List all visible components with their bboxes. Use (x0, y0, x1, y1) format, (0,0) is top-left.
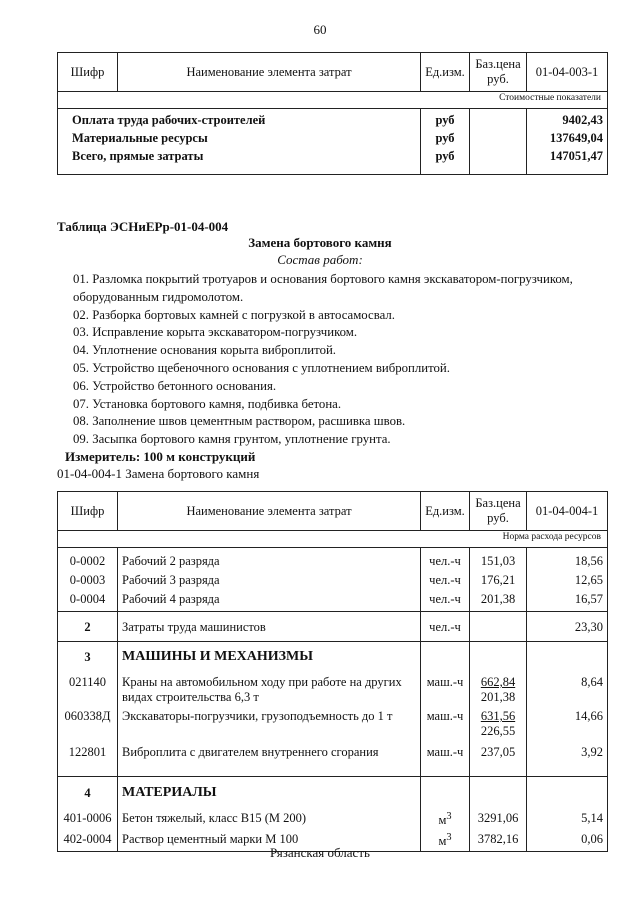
header-base-price: Баз.цена руб. (470, 53, 527, 92)
table-subheader: Норма расхода ресурсов (58, 531, 608, 548)
row-price-main: 662,84 (480, 675, 516, 689)
table-header-row (58, 53, 608, 92)
row-name: Рабочий 3 разряда (118, 571, 421, 590)
operation-item: 03. Исправление корыта экскаватором-погрузчиком. (73, 325, 358, 340)
row-value: 147051,47 (527, 148, 608, 175)
row-code: 0-0003 (58, 571, 118, 590)
row-name: Краны на автомобильном ходу при работе на других видах строительства 6,3 т (118, 673, 421, 707)
table-subheader: Стоимостные показатели (58, 92, 608, 109)
header-unit: Ед.изм. (421, 492, 470, 531)
section-title: Замена бортового камня (248, 235, 392, 250)
row-code: 122801 (58, 741, 118, 777)
row-code: 021140 (58, 673, 118, 707)
section-row-materials (58, 777, 608, 810)
header-norm-code: 01-04-003-1 (527, 53, 608, 92)
row-price: 3291,06 (470, 809, 527, 830)
row-price-main: 631,56 (480, 709, 516, 723)
row-name: Раствор цементный марки М 100 (118, 830, 421, 852)
row-unit: чел.-ч (421, 571, 470, 590)
row-name: Рабочий 4 разряда (118, 590, 421, 612)
resource-norm-table (57, 491, 608, 852)
operation-item: 09. Засыпка бортового камня грунтом, уплотнение грунта. (73, 432, 391, 447)
row-qty: 5,14 (527, 809, 608, 830)
row-price-secondary: 201,38 (480, 690, 516, 704)
row-name: Бетон тяжелый, класс B15 (М 200) (118, 809, 421, 830)
table-row (58, 673, 608, 707)
row-unit: чел.-ч (421, 548, 470, 572)
section-code: 4 (58, 777, 118, 810)
measure-unit: Измеритель: 100 м конструкций (65, 449, 256, 464)
row-code: 2 (58, 612, 118, 642)
footer-region: Рязанская область (270, 845, 370, 860)
row-price: 176,21 (470, 571, 527, 590)
row-qty: 16,57 (527, 590, 608, 612)
row-name: Виброплита с двигателем внутреннего сгорания (118, 741, 421, 777)
table-row (58, 109, 608, 131)
cost-summary-table (57, 52, 608, 175)
operation-item: 02. Разборка бортовых камней с погрузкой в автосамосвал. (73, 307, 395, 322)
row-name: Затраты труда машинистов (118, 612, 421, 642)
table-row (58, 148, 608, 175)
row-unit: чел.-ч (421, 590, 470, 612)
row-code: 402-0004 (58, 830, 118, 852)
row-price: 201,38 (470, 590, 527, 612)
row-unit-base: м (438, 813, 447, 828)
row-price (470, 673, 527, 707)
row-unit: маш.-ч (421, 673, 470, 707)
row-qty: 3,92 (527, 741, 608, 777)
page-number: 60 (313, 22, 327, 37)
header-code: Шифр (58, 53, 118, 92)
operation-item: 06. Устройство бетонного основания. (73, 378, 277, 393)
row-price (470, 707, 527, 741)
header-unit: Ед.изм. (421, 53, 470, 92)
row-price-secondary: 226,55 (480, 724, 516, 738)
row-qty: 18,56 (527, 548, 608, 572)
row-qty: 0,06 (527, 830, 608, 852)
row-unit-base: м (438, 834, 447, 849)
row-price: 237,05 (470, 741, 527, 777)
operation-item: 07. Установка бортового камня, подбивка бетона. (73, 396, 342, 411)
item-line: 01-04-004-1 Замена бортового камня (57, 466, 260, 481)
header-name: Наименование элемента затрат (118, 53, 421, 92)
row-value: 137649,04 (527, 130, 608, 148)
row-qty: 14,66 (527, 707, 608, 741)
row-price: 3782,16 (470, 830, 527, 852)
row-unit-sup: 3 (446, 832, 452, 844)
operations-list (73, 271, 613, 449)
row-price: 151,03 (470, 548, 527, 572)
row-unit: руб (421, 130, 470, 148)
row-name: Всего, прямые затраты (58, 148, 421, 175)
table-row (58, 707, 608, 741)
section-title-machines: МАШИНЫ И МЕХАНИЗМЫ (118, 642, 421, 674)
section-title-materials: МАТЕРИАЛЫ (118, 777, 421, 810)
row-unit-sup: 3 (446, 811, 452, 822)
table-row (58, 571, 608, 590)
row-unit: руб (421, 109, 470, 131)
table-row (58, 130, 608, 148)
row-name: Рабочий 2 разряда (118, 548, 421, 572)
table-row (58, 612, 608, 642)
row-unit: чел.-ч (421, 612, 470, 642)
row-qty: 8,64 (527, 673, 608, 707)
operation-item: 05. Устройство щебеночного основания с уплотнением виброплитой. (73, 360, 450, 375)
header-base-price: Баз.цена руб. (470, 492, 527, 531)
section-code: 3 (58, 642, 118, 674)
section-row-machines (58, 642, 608, 674)
row-qty: 12,65 (527, 571, 608, 590)
operation-item: 04. Уплотнение основания корыта виброплитой. (73, 343, 337, 358)
row-name: Экскаваторы-погрузчики, грузоподъемность до 1 т (118, 707, 421, 741)
row-unit: руб (421, 148, 470, 175)
header-name: Наименование элемента затрат (118, 492, 421, 531)
row-unit (421, 809, 470, 830)
row-code: 060338Д (58, 707, 118, 741)
table-row (58, 741, 608, 777)
table-header-row (58, 492, 608, 531)
work-heading: Состав работ: (277, 252, 363, 267)
row-unit: маш.-ч (421, 707, 470, 741)
row-name: Оплата труда рабочих-строителей (58, 109, 421, 131)
row-name: Материальные ресурсы (58, 130, 421, 148)
row-code: 401-0006 (58, 809, 118, 830)
row-qty: 23,30 (527, 612, 608, 642)
operation-item: 08. Заполнение швов цементным раствором, расшивка швов. (73, 414, 406, 429)
table-row (58, 809, 608, 830)
row-code: 0-0004 (58, 590, 118, 612)
row-value: 9402,43 (527, 109, 608, 131)
row-code: 0-0002 (58, 548, 118, 572)
table-title: Таблица ЭСНиЕРр-01-04-004 (57, 219, 229, 234)
table-row (58, 548, 608, 572)
header-norm-code: 01-04-004-1 (527, 492, 608, 531)
header-code: Шифр (58, 492, 118, 531)
operation-item: 01. Разломка покрытий тротуаров и основания бортового камня экскаватором-погрузчиком, оборудованным гидромолотом. (73, 272, 573, 304)
row-unit: маш.-ч (421, 741, 470, 777)
table-row (58, 590, 608, 612)
